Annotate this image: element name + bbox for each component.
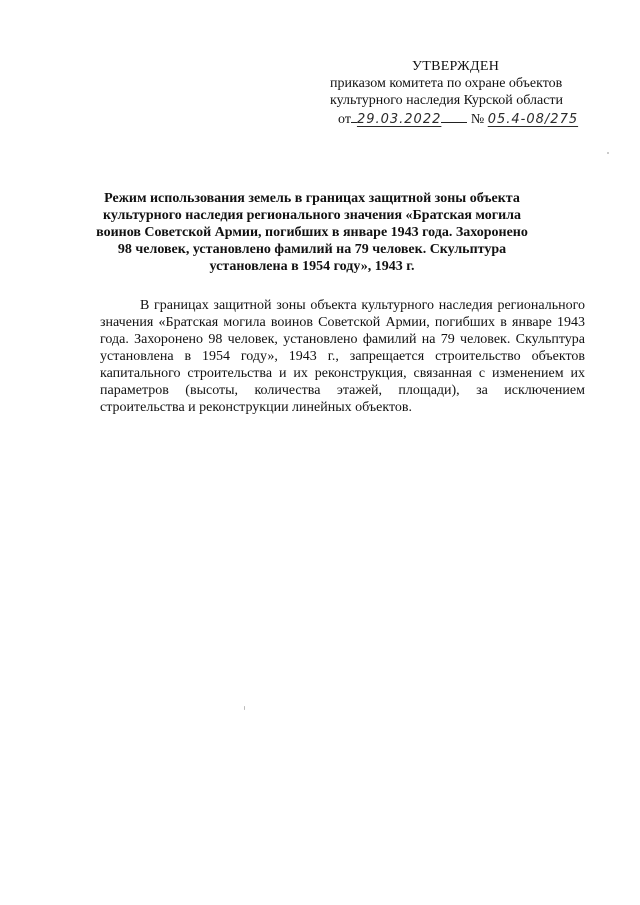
heading-line: Режим использования земель в границах защитной зоны объекта <box>104 191 520 206</box>
heading-line: 98 человек, установлено фамилий на 79 человек. Скульптура <box>117 242 507 257</box>
date-underline-right <box>441 110 467 123</box>
document-heading <box>96 190 528 275</box>
scan-speck <box>607 152 609 154</box>
approval-block <box>330 58 600 128</box>
approval-number: 05.4-08/275 <box>487 112 579 127</box>
heading-line: культурного наследия регионального значения «Братская могила <box>102 208 522 223</box>
approval-date-number-row <box>338 110 600 128</box>
heading-line: воинов Советской Армии, погибших в январе 1943 года. Захоронено <box>96 225 528 240</box>
body-paragraph: В границах защитной зоны объекта культурного наследия регионального значения «Братская могила воинов Советской Армии, погибших в январе 1943 года. Захоронено 98 человек, установлено фамилий на 79 человек. Скульптура установлена в 1954 году», 1943 г., запрещается строительство объектов капитального строительства и их реконструкция, связанная с изменением их параметров (высоты, количества этажей, площади), за исключением строительства и реконструкции линейных объектов. <box>100 298 585 415</box>
approval-title: УТВЕРЖДЕН <box>412 59 500 74</box>
scan-speck <box>244 706 245 710</box>
approval-date: 29.03.2022 <box>356 112 442 127</box>
approval-committee-line: культурного наследия Курской области <box>330 93 564 108</box>
approval-order-line: приказом комитета по охране объектов <box>330 76 563 91</box>
number-label: № <box>470 112 485 127</box>
from-label: от <box>338 112 351 127</box>
heading-line: установлена в 1954 году», 1943 г. <box>209 259 415 274</box>
